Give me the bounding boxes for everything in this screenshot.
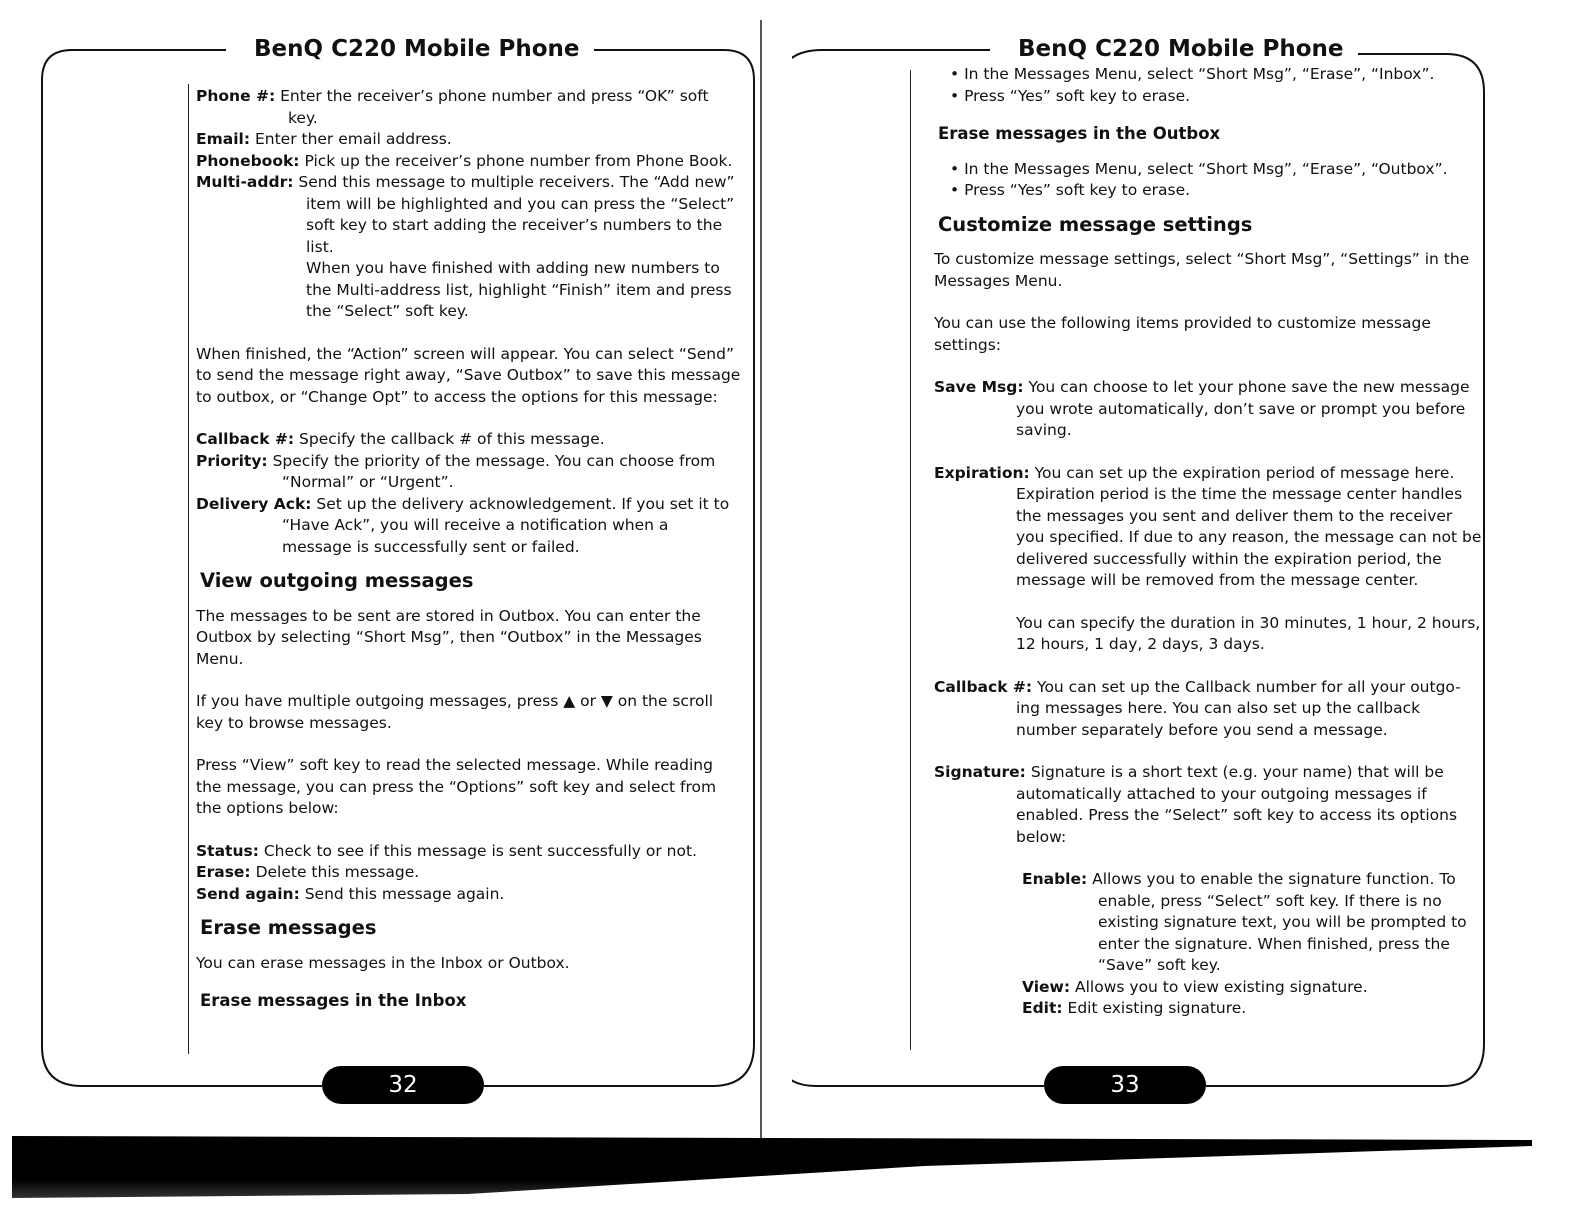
page-header: BenQ C220 Mobile Phone [1004, 36, 1358, 62]
list-item: • Press “Yes” soft key to erase. [950, 181, 1191, 199]
items-paragraph: You can use the following items provided to customize message settings: [934, 314, 1431, 354]
subsection-heading: Erase messages in the Inbox [200, 991, 467, 1010]
def-phone: Phone #: Enter the receiver’s phone number and press “OK” soft key. [196, 87, 709, 127]
erase-paragraph: You can erase messages in the Inbox or Outbox. [196, 953, 570, 972]
def-callback: Callback #: Specify the callback # of this message. [196, 430, 605, 448]
page-header: BenQ C220 Mobile Phone [240, 36, 594, 62]
def-phonebook: Phonebook: Pick up the receiver’s phone number from Phone Book. [196, 151, 733, 170]
def-multi-addr: Multi-addr: Send this message to multiple receivers. The “Add new” item will be highlighted and you can press the “Select” soft key to start adding the receiver’s numbers to the list. When you have finished with adding new numbers to the Multi-address list, highlight “Finish” item and press the “Select” soft key. [196, 173, 735, 320]
def-view: View: Allows you to view existing signature. [1022, 977, 1368, 996]
def-erase: Erase: Delete this message. [196, 863, 420, 881]
section-heading: View outgoing messages [200, 569, 474, 592]
margin-rule [910, 70, 911, 1050]
down-arrow-icon: ▼ [600, 692, 613, 710]
customize-paragraph: To customize message settings, select “Short Msg”, “Settings” in the Messages Menu. [934, 250, 1470, 290]
def-callback: Callback #: You can set up the Callback number for all your outgo- ing messages here. You can also set up the callback number separately before you send a message. [934, 677, 1461, 739]
page-33 [792, 0, 1584, 1224]
page-number: 32 [322, 1066, 484, 1104]
def-delivery-ack: Delivery Ack: Set up the delivery acknowledgement. If you set it to “Have Ack”, you will receive a notification when a message is successfully sent or failed. [196, 494, 730, 556]
def-expiration: Expiration: You can set up the expiration period of message here. Expiration period is the time the message center handles the messages you sent and deliver them to the receiver you specified. If due to any reason, the message can not be delivered successfully within the expiration period, the message will be removed from the message center. You can specify the duration in 30 minutes, 1 hour, 2 hours, 12 hours, 1 day, 2 days, 3 days. [934, 463, 1482, 653]
page-number: 33 [1044, 1066, 1206, 1104]
def-send-again: Send again: Send this message again. [196, 884, 505, 903]
view-options [196, 841, 741, 906]
list-item: • Press “Yes” soft key to erase. [950, 86, 1191, 105]
def-edit: Edit: Edit existing signature. [1022, 999, 1247, 1017]
section-heading: Customize message settings [938, 212, 1253, 236]
margin-rule [188, 84, 189, 1054]
up-arrow-icon: ▲ [563, 692, 576, 710]
outbox-bullets [934, 159, 1482, 202]
inbox-bullets [934, 64, 1482, 107]
page-content [934, 64, 1482, 1020]
def-priority: Priority: Specify the priority of the message. You can choose from “Normal” or “Urgent”. [196, 451, 716, 491]
outbox-paragraph: The messages to be sent are stored in Outbox. You can enter the Outbox by selecting “Short Msg”, then “Outbox” in the Messages Menu. [196, 606, 702, 668]
def-signature: Signature: Signature is a short text (e.g. your name) that will be automatically attached to your outgoing messages if enabled. Press the “Select” soft key to access its options below: [934, 763, 1458, 846]
def-enable: Enable: Allows you to enable the signature function. To enable, press “Select” soft key. If there is no existing signature text, you will be prompted to enter the signature. When finished, press the “Save” soft key. [1022, 870, 1467, 974]
scroll-paragraph: If you have multiple outgoing messages, press ▲ or ▼ on the scroll key to browse messages. [196, 692, 714, 732]
message-options [196, 429, 741, 558]
page-content [196, 86, 741, 1026]
def-save-msg: Save Msg: You can choose to let your phone save the new message you wrote automatically, don’t save or prompt you before saving. [934, 378, 1470, 439]
list-item: • In the Messages Menu, select “Short Msg”, “Erase”, “Outbox”. [950, 159, 1448, 178]
def-status: Status: Check to see if this message is sent successfully or not. [196, 841, 697, 860]
list-item: • In the Messages Menu, select “Short Msg”, “Erase”, “Inbox”. [950, 65, 1435, 83]
action-paragraph: When finished, the “Action” screen will appear. You can select “Send” to send the message right away, “Save Outbox” to save this message to outbox, or “Change Opt” to access the options for this message: [196, 344, 741, 406]
view-paragraph: Press “View” soft key to read the selected message. While reading the message, you can press the “Options” soft key and select from the options below: [196, 756, 717, 817]
section-heading: Erase messages [200, 916, 377, 939]
signature-options [934, 869, 1482, 1020]
subsection-heading: Erase messages in the Outbox [938, 124, 1221, 143]
def-email: Email: Enter ther email address. [196, 130, 452, 148]
recipient-options [196, 86, 741, 323]
